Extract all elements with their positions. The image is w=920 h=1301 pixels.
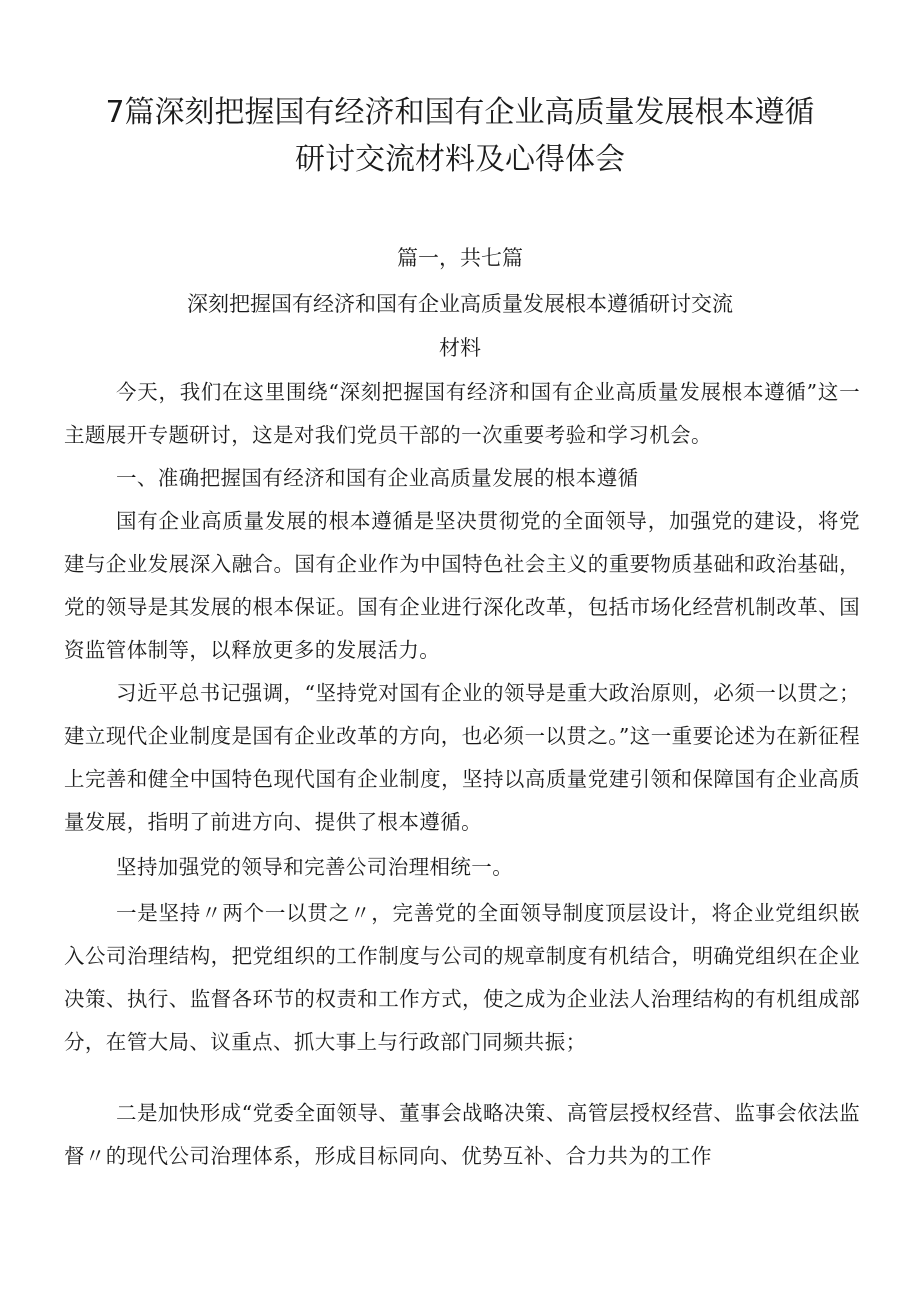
document-title-line-1: 7篇深刻把握国有经济和国有企业高质量发展根本遵循: [105, 95, 815, 130]
paragraph-body-3: 一是坚持〃两个一以贯之〃，完善党的全面领导制度顶层设计，将企业党组织嵌入公司治理结构，把党组织的工作制度与公司的规章制度有机结合，明确党组织在企业决策、执行、监督各环节的权责和工作方式，使之成为企业法人治理结构的有机组成部分，在管大局、议重点、抓大事上与行政部门同频共振；: [64, 901, 860, 1054]
subtitle-line-2: 材料: [439, 336, 481, 360]
paragraph-body-1: 国有企业高质量发展的根本遵循是坚决贯彻党的全面领导，加强党的建设，将党建与企业发展深入融合。国有企业作为中国特色社会主义的重要物质基础和政治基础，党的领导是其发展的根本保证。国有企业进行深化改革，包括市场化经营机制改革、国资监管体制等，以释放更多的发展活力。: [64, 509, 860, 662]
paragraph-body-2: 习近平总书记强调，“坚持党对国有企业的领导是重大政治原则，必须一以贯之；建立现代企业制度是国有企业改革的方向，也必须一以贯之。”这一重要论述为在新征程上完善和健全中国特色现代国有企业制度，坚持以高质量党建引领和保障国有企业高质量发展，指明了前进方向、提供了根本遵循。: [64, 681, 860, 834]
subtitle-line-1: 深刻把握国有经济和国有企业高质量发展根本遵循研讨交流: [187, 292, 733, 316]
section-heading-1: 一、准确把握国有经济和国有企业高质量发展的根本遵循: [116, 466, 639, 490]
section-heading-2: 坚持加强党的领导和完善公司治理相统一。: [116, 855, 514, 879]
document-title-line-2: 研讨交流材料及心得体会: [295, 142, 625, 177]
paragraph-body-4: 二是加快形成“党委全面领导、董事会战略决策、高管层授权经营、监事会依法监督〃的现代公司治理体系，形成目标同向、优势互补、合力共为的工作: [64, 1101, 860, 1168]
part-label: 篇一，共七篇: [397, 246, 523, 270]
paragraph-intro: 今天，我们在这里围绕“深刻把握国有经济和国有企业高质量发展根本遵循”这一主题展开专题研讨，这是对我们党员干部的一次重要考验和学习机会。: [64, 380, 860, 447]
